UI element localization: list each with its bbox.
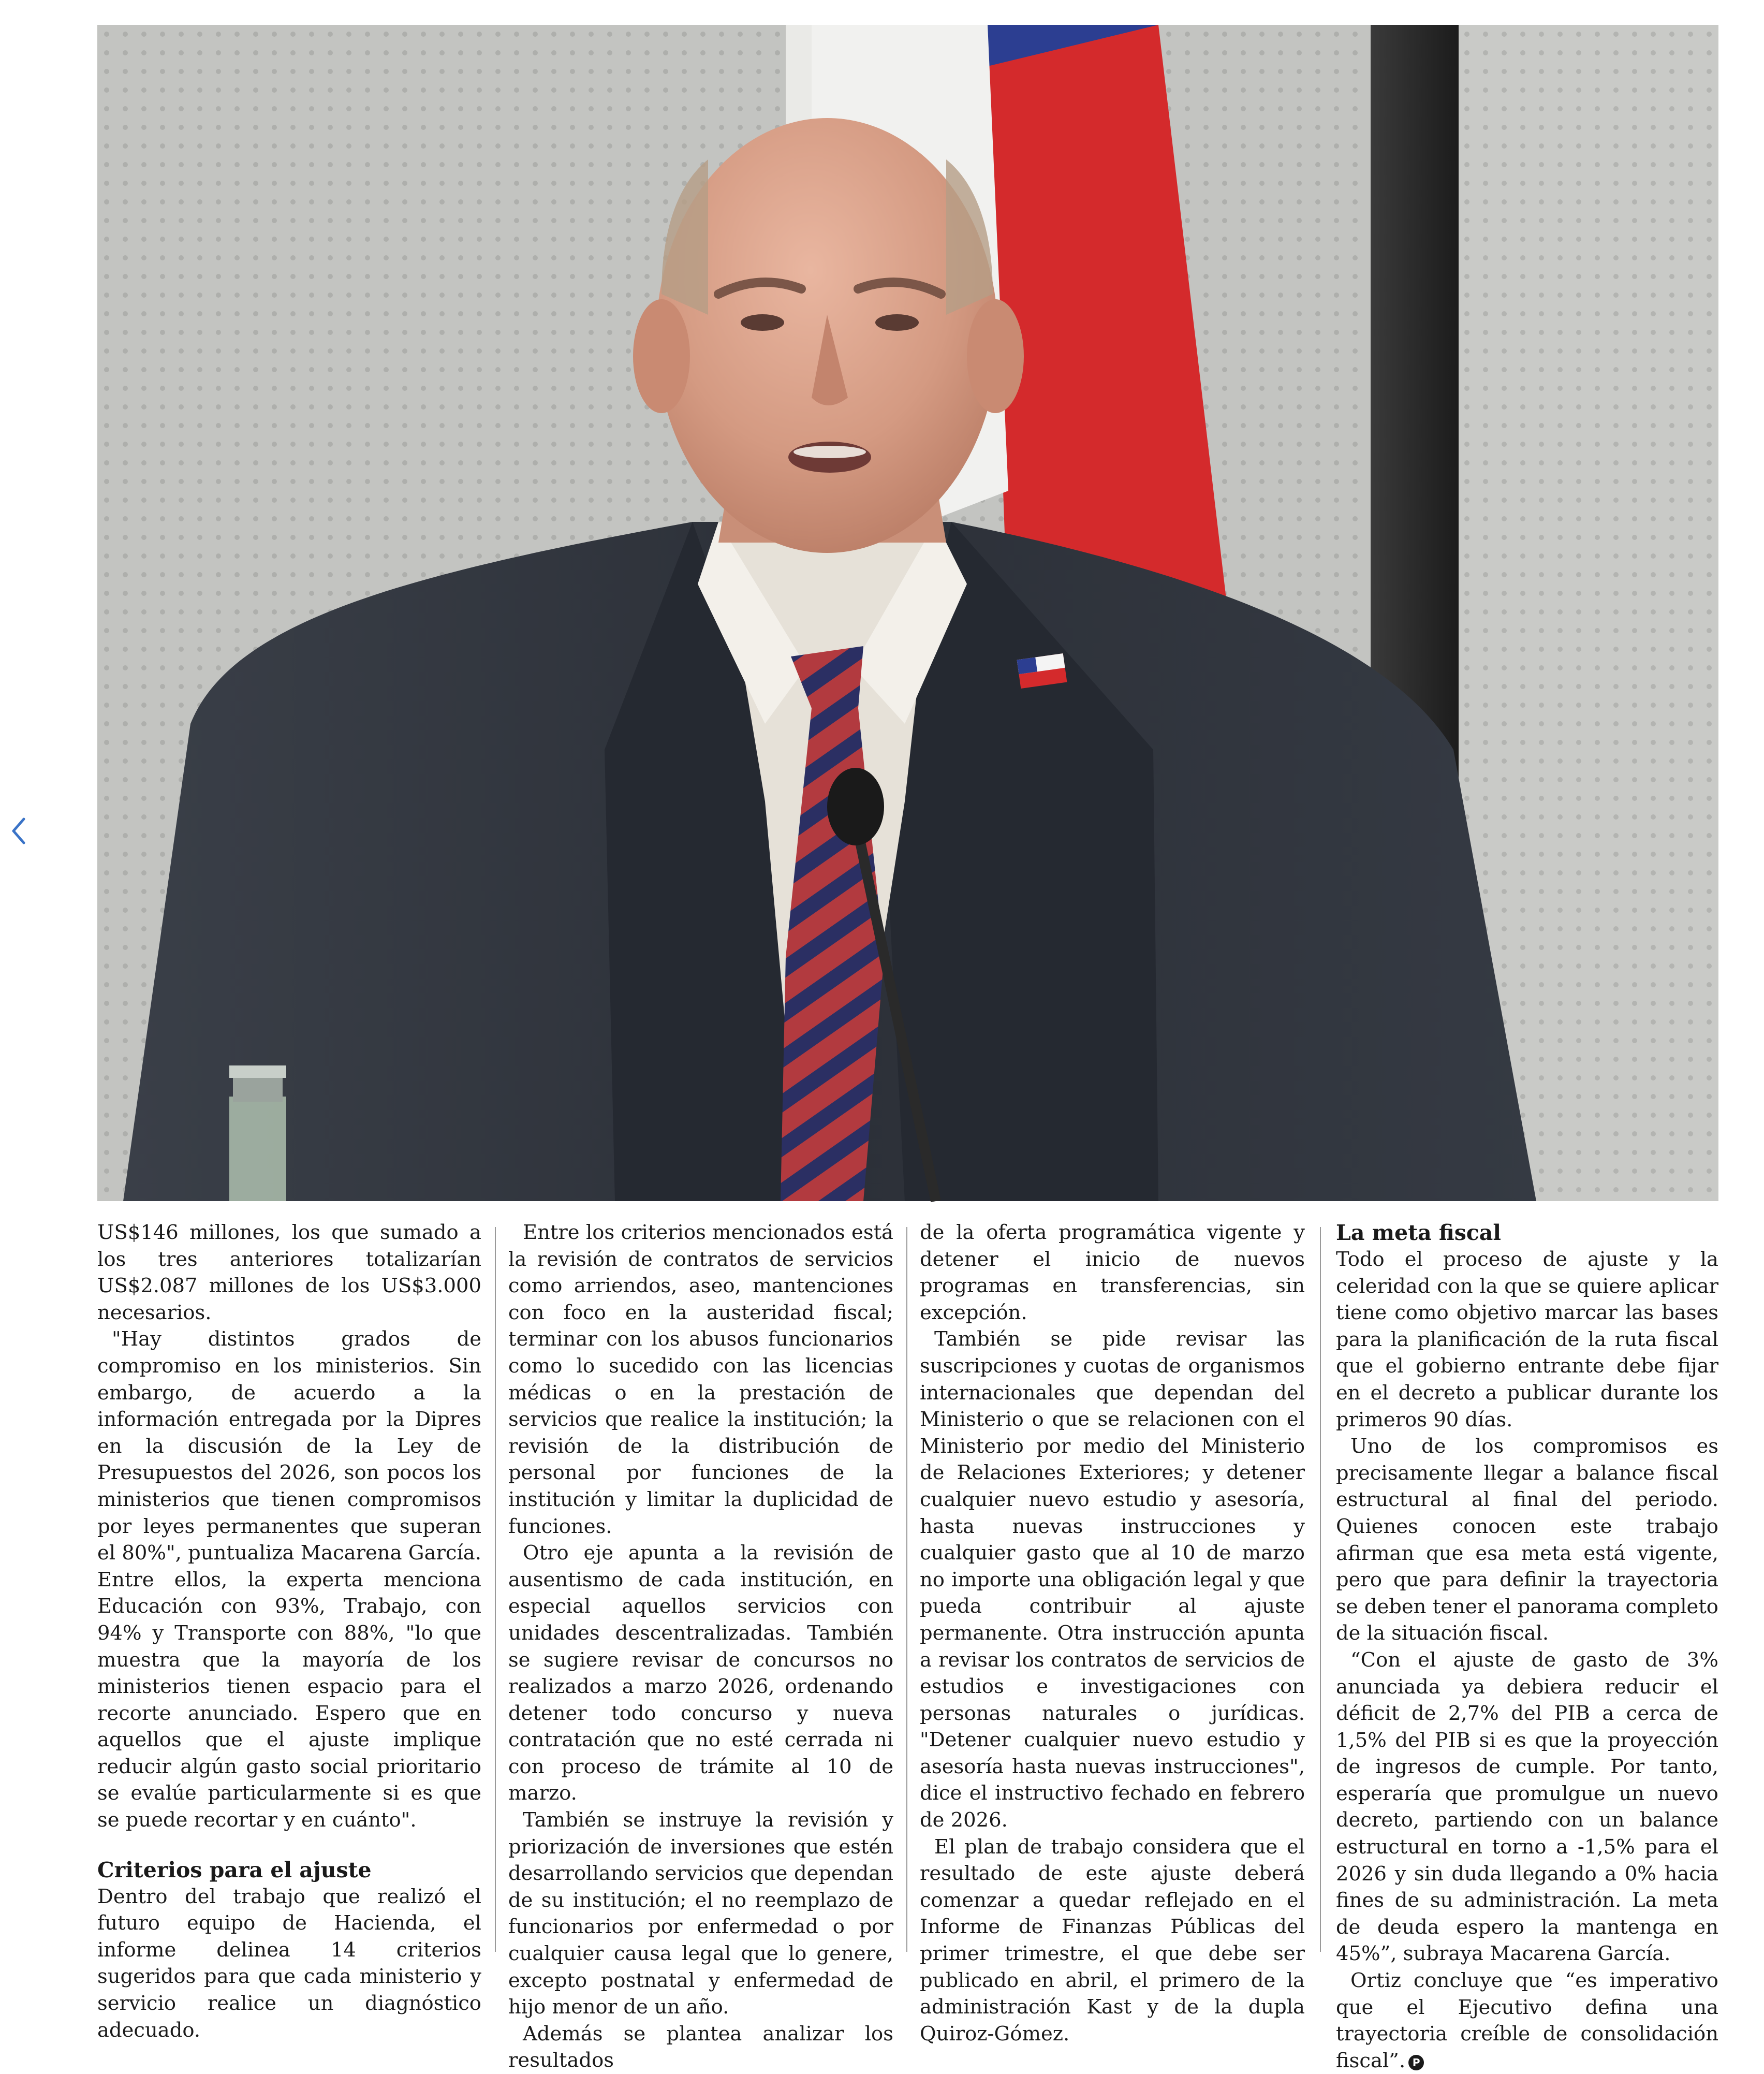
article-column-3: [920, 1219, 1305, 2046]
column-divider: [495, 1227, 496, 1952]
article-photo: [97, 25, 1718, 1201]
column-divider: [1320, 1227, 1321, 1952]
paragraph: Entre los criterios mencionados está la revisión de contratos de servicios como arriendos, aseo, mantenciones con foco en la austeridad fiscal; terminar con los abusos funcionarios como lo sucedido con las licencias médicas o en la prestación de servicios que realice la institución; la revisión de la distribución de personal por funciones de la institución y limitar la duplicidad de funciones.: [508, 1221, 893, 1538]
paragraph: "Hay distintos grados de compromiso en los ministerios. Sin embargo, de acuerdo a la información entregada por la Dipres en la discusión de la Ley de Presupuestos del 2026, son pocos los ministerios que tienen compromisos por leyes permanentes que superan el 80%", puntualiza Macarena García. Entre ellos, la experta menciona Educación con 93%, Trabajo, con 94% y Transporte con 88%, "lo que muestra que la mayoría de los ministerios tienen espacio para el recorte anunciado. Espero que en aquellos que el ajuste implique reducir algún gasto social prioritario se evalúe particularmente si es que se puede recortar y en cuánto".: [97, 1327, 481, 1832]
paragraph: Otro eje apunta a la revisión de ausentismo de cada institución, en especial aquellos servicios con unidades descentralizadas. También se sugiere revisar de concursos no realizados a marzo 2026, ordenando detener todo concurso y nueva contratación que no esté cerrada ni con proceso de trámite al 10 de marzo.: [508, 1541, 893, 1805]
column-divider: [906, 1227, 907, 1952]
previous-page-arrow-icon[interactable]: [7, 813, 30, 849]
section-heading: La meta fiscal: [1336, 1220, 1501, 1245]
paragraph: Además se plantea analizar los resultados: [508, 2022, 893, 2072]
section-heading: Criterios para el ajuste: [97, 1857, 372, 1882]
paragraph: También se pide revisar las suscripciones y cuotas de organismos internacionales que dependan del Ministerio o que se relacionen con el Ministerio por medio del Ministerio de Relaciones Exteriores; y detener cualquier nuevo estudio y asesoría, hasta nuevas instrucciones y cualquier gasto que al 10 de marzo no importe una obligación legal y que pueda contribuir al ajuste permanente. Otra instrucción apunta a revisar los contratos de servicios de estudios e investigaciones con personas naturales o jurídicas. "Detener cualquier nuevo estudio y asesoría hasta nuevas instrucciones", dice el instructivo fechado en febrero de 2026.: [920, 1327, 1305, 1832]
closing-paragraph-text: Ortiz concluye que “es imperativo que el Ejecutivo defina una trayectoria creíble de consolidación fiscal”.: [1336, 1969, 1718, 2072]
article-column-4: [1336, 1219, 1718, 2072]
article-column-1: [97, 1219, 481, 2042]
end-of-article-icon: P: [1408, 2055, 1424, 2070]
article-column-2: [508, 1219, 893, 2072]
paragraph: Todo el proceso de ajuste y la celeridad con la que se quiere aplicar tiene como objetivo marcar las bases para la planificación de la ruta fiscal que el gobierno entrante debe fijar en el decreto a publicar durante los primeros 90 días.: [1336, 1248, 1718, 1432]
paragraph: Dentro del trabajo que realizó el futuro equipo de Hacienda, el informe delinea 14 criterios sugeridos para que cada ministerio y servicio realice un diagnóstico adecuado.: [97, 1885, 481, 2042]
paragraph: Uno de los compromisos es precisamente llegar a balance fiscal estructural al final del periodo. Quienes conocen este trabajo afirman que esa meta está vigente, pero que para definir la trayectoria se deben tener el panorama completo de la situación fiscal.: [1336, 1435, 1718, 1645]
paragraph: US$146 millones, los que sumado a los tres anteriores totalizarían US$2.087 millones de los US$3.000 necesarios.: [97, 1221, 481, 1324]
paragraph: El plan de trabajo considera que el resultado de este ajuste deberá comenzar a quedar reflejado en el Informe de Finanzas Públicas del primer trimestre, el que debe ser publicado en abril, el primero de la administración Kast y de la dupla Quiroz-Gómez.: [920, 1835, 1305, 2046]
paragraph: de la oferta programática vigente y detener el inicio de nuevos programas en transferencias, sin excepción.: [920, 1221, 1305, 1324]
paragraph: También se instruye la revisión y priorización de inversiones que estén desarrollando servicios que dependan de su institución; el no reemplazo de funcionarios por enfermedad o por cualquier causa legal que lo genere, excepto postnatal y enfermedad de hijo menor de un año.: [508, 1808, 893, 2019]
paragraph: “Con el ajuste de gasto de 3% anunciada ya debiera reducir el déficit de 2,7% del PIB a cerca de 1,5% del PIB si es que la proyección de ingresos de cumple. Por tanto, esperaría que promulgue un nuevo decreto, partiendo con un balance estructural en torno a -1,5% para el 2026 y sin duda llegando a 0% hacia fines de su administración. La meta de deuda espero la mantenga en 45%”, subraya Macarena García.: [1336, 1648, 1718, 1966]
paragraph: [1336, 1967, 1718, 2074]
